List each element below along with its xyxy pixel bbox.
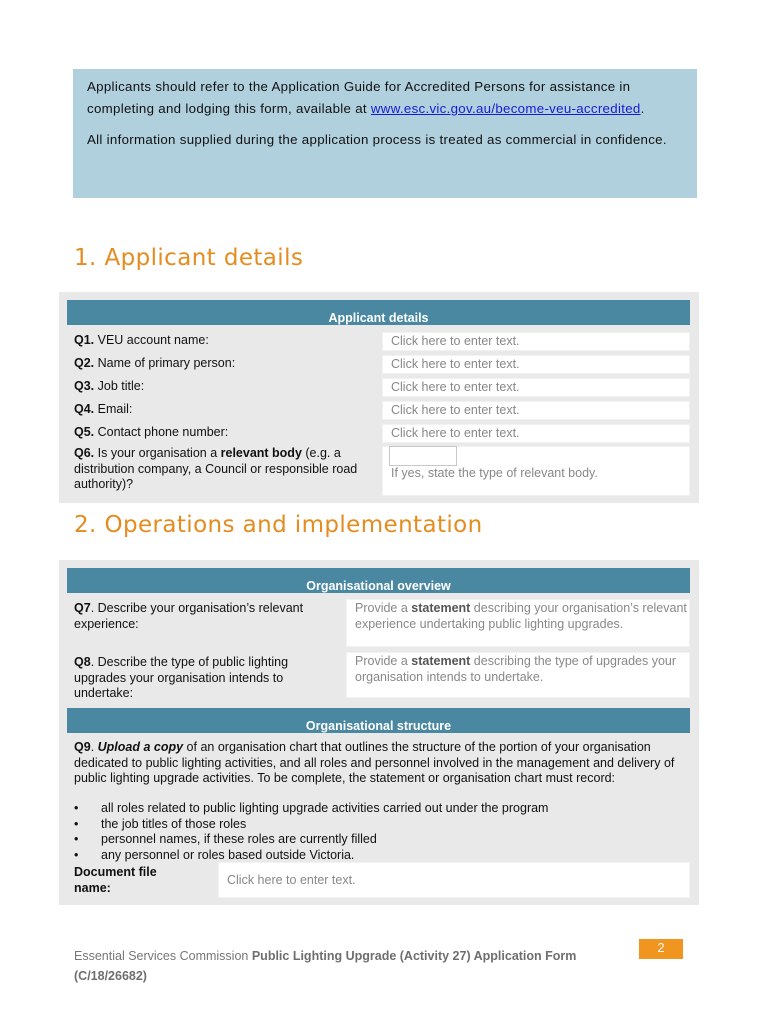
- q3-job-title-field[interactable]: Click here to enter text.: [382, 378, 690, 397]
- list-item: • any personnel or roles based outside Victoria.: [74, 847, 355, 862]
- footer-organisation: Essential Services Commission: [74, 949, 252, 963]
- intro-text-end: .: [640, 101, 645, 116]
- q7-label: Q7. Describe your organisation’s relevant experience:: [74, 601, 304, 631]
- q3-label: Q3. Job title:: [74, 379, 145, 393]
- q8-upgrade-type-field[interactable]: Provide a statement describing the type of upgrades your organisation intends to undertake.: [346, 652, 690, 698]
- q4-label: Q4. Email:: [74, 402, 133, 416]
- q2-primary-person-field[interactable]: Click here to enter text.: [382, 355, 690, 374]
- operations-panel: [59, 560, 699, 905]
- section-1-heading: 1. Applicant details: [74, 245, 304, 271]
- section-2-heading: 2. Operations and implementation: [74, 512, 483, 538]
- organisational-overview-header: Organisational overview: [67, 568, 690, 593]
- q6-label: Q6. Is your organisation a relevant body (e.g. a distribution company, a Council or responsible road authority)?: [74, 446, 358, 491]
- q9-label: Q9. Upload a copy of an organisation chart that outlines the structure of the portion of your organisation dedicated to public lighting activities, and all roles and personnel involved in the management and delivery of public lighting upgrade activities. To be complete, the statement or organisation chart must record:: [74, 740, 675, 785]
- intro-paragraph-2: All information supplied during the application process is treated as commercial in confidence.: [87, 132, 667, 147]
- document-file-name-field[interactable]: Click here to enter text.: [218, 862, 690, 898]
- organisational-structure-header: Organisational structure: [67, 708, 690, 733]
- footer-form-title: Public Lighting Upgrade (Activity 27) Application Form (C/18/26682): [74, 949, 577, 983]
- footer: [74, 946, 619, 986]
- list-item: • the job titles of those roles: [74, 816, 247, 831]
- page-number-badge: 2: [639, 939, 683, 959]
- intro-info-box: [73, 69, 697, 198]
- q8-label: Q8. Describe the type of public lighting upgrades your organisation intends to undertake:: [74, 655, 289, 700]
- q4-email-field[interactable]: Click here to enter text.: [382, 401, 690, 420]
- intro-paragraph-1: [87, 76, 683, 120]
- intro-text: Applicants should refer to the Application Guide for Accredited Persons for assistance in completing and lodging this form, available at: [87, 79, 631, 116]
- list-item: • all roles related to public lighting upgrade activities carried out under the program: [74, 801, 549, 815]
- q7-experience-field[interactable]: Provide a statement describing your organisation’s relevant experience undertaking public lighting upgrades.: [346, 599, 690, 647]
- q5-phone-field[interactable]: Click here to enter text.: [382, 424, 690, 443]
- document-file-name-label: Document file name:: [74, 865, 157, 895]
- applicant-details-panel: [59, 292, 699, 503]
- q5-label: Q5. Contact phone number:: [74, 425, 229, 439]
- applicant-details-header: Applicant details: [67, 300, 690, 325]
- accreditation-link[interactable]: www.esc.vic.gov.au/become-veu-accredited: [370, 101, 641, 116]
- list-item: • personnel names, if these roles are currently filled: [74, 832, 377, 846]
- q1-account-name-field[interactable]: Click here to enter text.: [382, 332, 690, 351]
- q2-label: Q2. Name of primary person:: [74, 356, 236, 370]
- q6-relevant-body-placeholder: If yes, state the type of relevant body.: [391, 466, 598, 480]
- q9-requirements-list: [74, 801, 548, 863]
- q6-yes-no-input[interactable]: [389, 446, 457, 466]
- q1-label: Q1. VEU account name:: [74, 333, 209, 347]
